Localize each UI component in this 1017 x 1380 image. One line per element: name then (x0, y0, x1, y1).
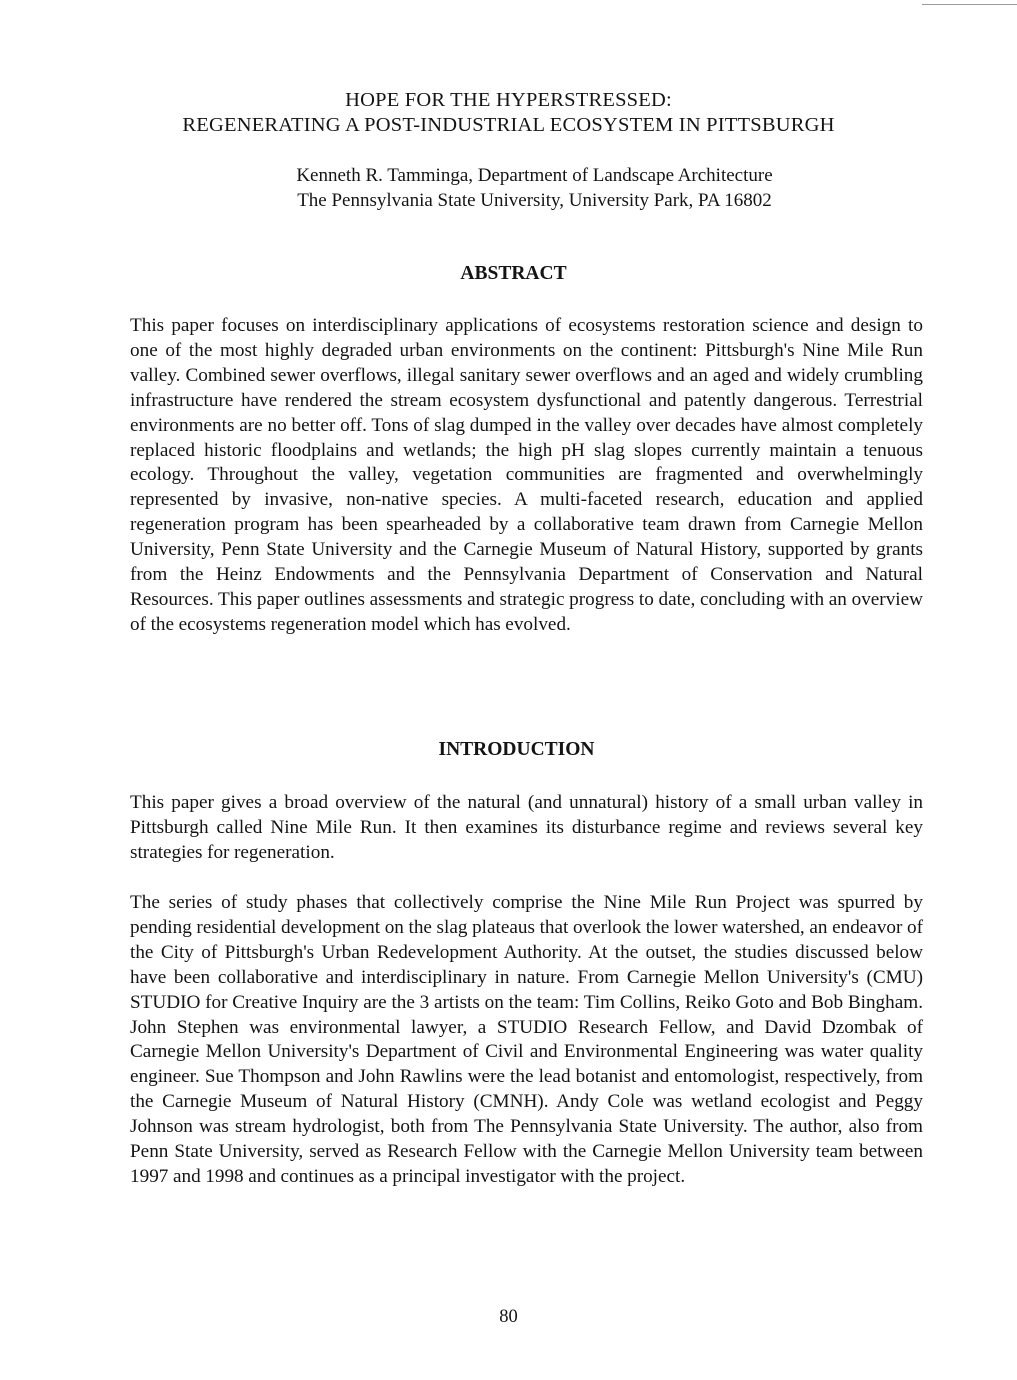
abstract-heading: ABSTRACT (460, 263, 567, 284)
introduction-paragraph-2: The series of study phases that collectively comprise the Nine Mile Run Project was spurred by pending residential development on the slag plateaus that overlook the lower watershed, an endeavor of the City of Pittsburgh's Urban Redevelopment Authority. At the outset, the studies discussed below have been collaborative and interdisciplinary in nature. From Carnegie Mellon University's (CMU) STUDIO for Creative Inquiry are the 3 artists on the team: Tim Collins, Reiko Goto and Bob Bingham. John Stephen was environmental lawyer, a STUDIO Research Fellow, and David Dzombak of Carnegie Mellon University's Department of Civil and Environmental Engineering was water quality engineer. Sue Thompson and John Rawlins were the lead botanist and entomologist, respectively, from the Carnegie Museum of Natural History (CMNH). Andy Cole was wetland ecologist and Peggy Johnson was stream hydrologist, both from The Pennsylvania State University. The author, also from Penn State University, served as Research Fellow with the Carnegie Mellon University team between 1997 and 1998 and continues as a principal investigator with the project. (130, 892, 923, 1187)
author-affiliation-line-2: The Pennsylvania State University, University Park, PA 16802 (297, 190, 772, 211)
introduction-paragraph-1: This paper gives a broad overview of the natural (and unnatural) history of a small urban valley in Pittsburgh called Nine Mile Run. It then examines its disturbance regime and reviews several key strategies for regeneration. (130, 792, 923, 863)
introduction-heading: INTRODUCTION (438, 739, 595, 760)
scan-edge-line (922, 4, 1017, 5)
page-number: 80 (499, 1307, 518, 1327)
abstract-paragraph: This paper focuses on interdisciplinary applications of ecosystems restoration science and design to one of the most highly degraded urban environments on the continent: Pittsburgh's Nine Mile Run valley. Combined sewer overflows, illegal sanitary sewer overflows and an aged and widely crumbling infrastructure have rendered the stream ecosystem dysfunctional and patently dangerous. Terrestrial environments are no better off. Tons of slag dumped in the valley over decades have almost completely replaced historic floodplains and wetlands; the high pH slag slopes currently maintain a tenuous ecology. Throughout the valley, vegetation communities are fragmented and overwhelmingly represented by invasive, non-native species. A multi-faceted research, education and applied regeneration program has been spearheaded by a collaborative team drawn from Carnegie Mellon University, Penn State University and the Carnegie Museum of Natural History, supported by grants from the Heinz Endowments and the Pennsylvania Department of Conservation and Natural Resources. This paper outlines assessments and strategic progress to date, concluding with an overview of the ecosystems regeneration model which has evolved. (130, 315, 923, 635)
title-line-2: REGENERATING A POST-INDUSTRIAL ECOSYSTEM IN PITTSBURGH (182, 114, 835, 136)
title-line-1: HOPE FOR THE HYPERSTRESSED: (345, 89, 672, 111)
paper-title (0, 88, 1017, 138)
author-block (0, 163, 1017, 213)
author-affiliation-line-1: Kenneth R. Tamminga, Department of Landscape Architecture (296, 165, 773, 186)
